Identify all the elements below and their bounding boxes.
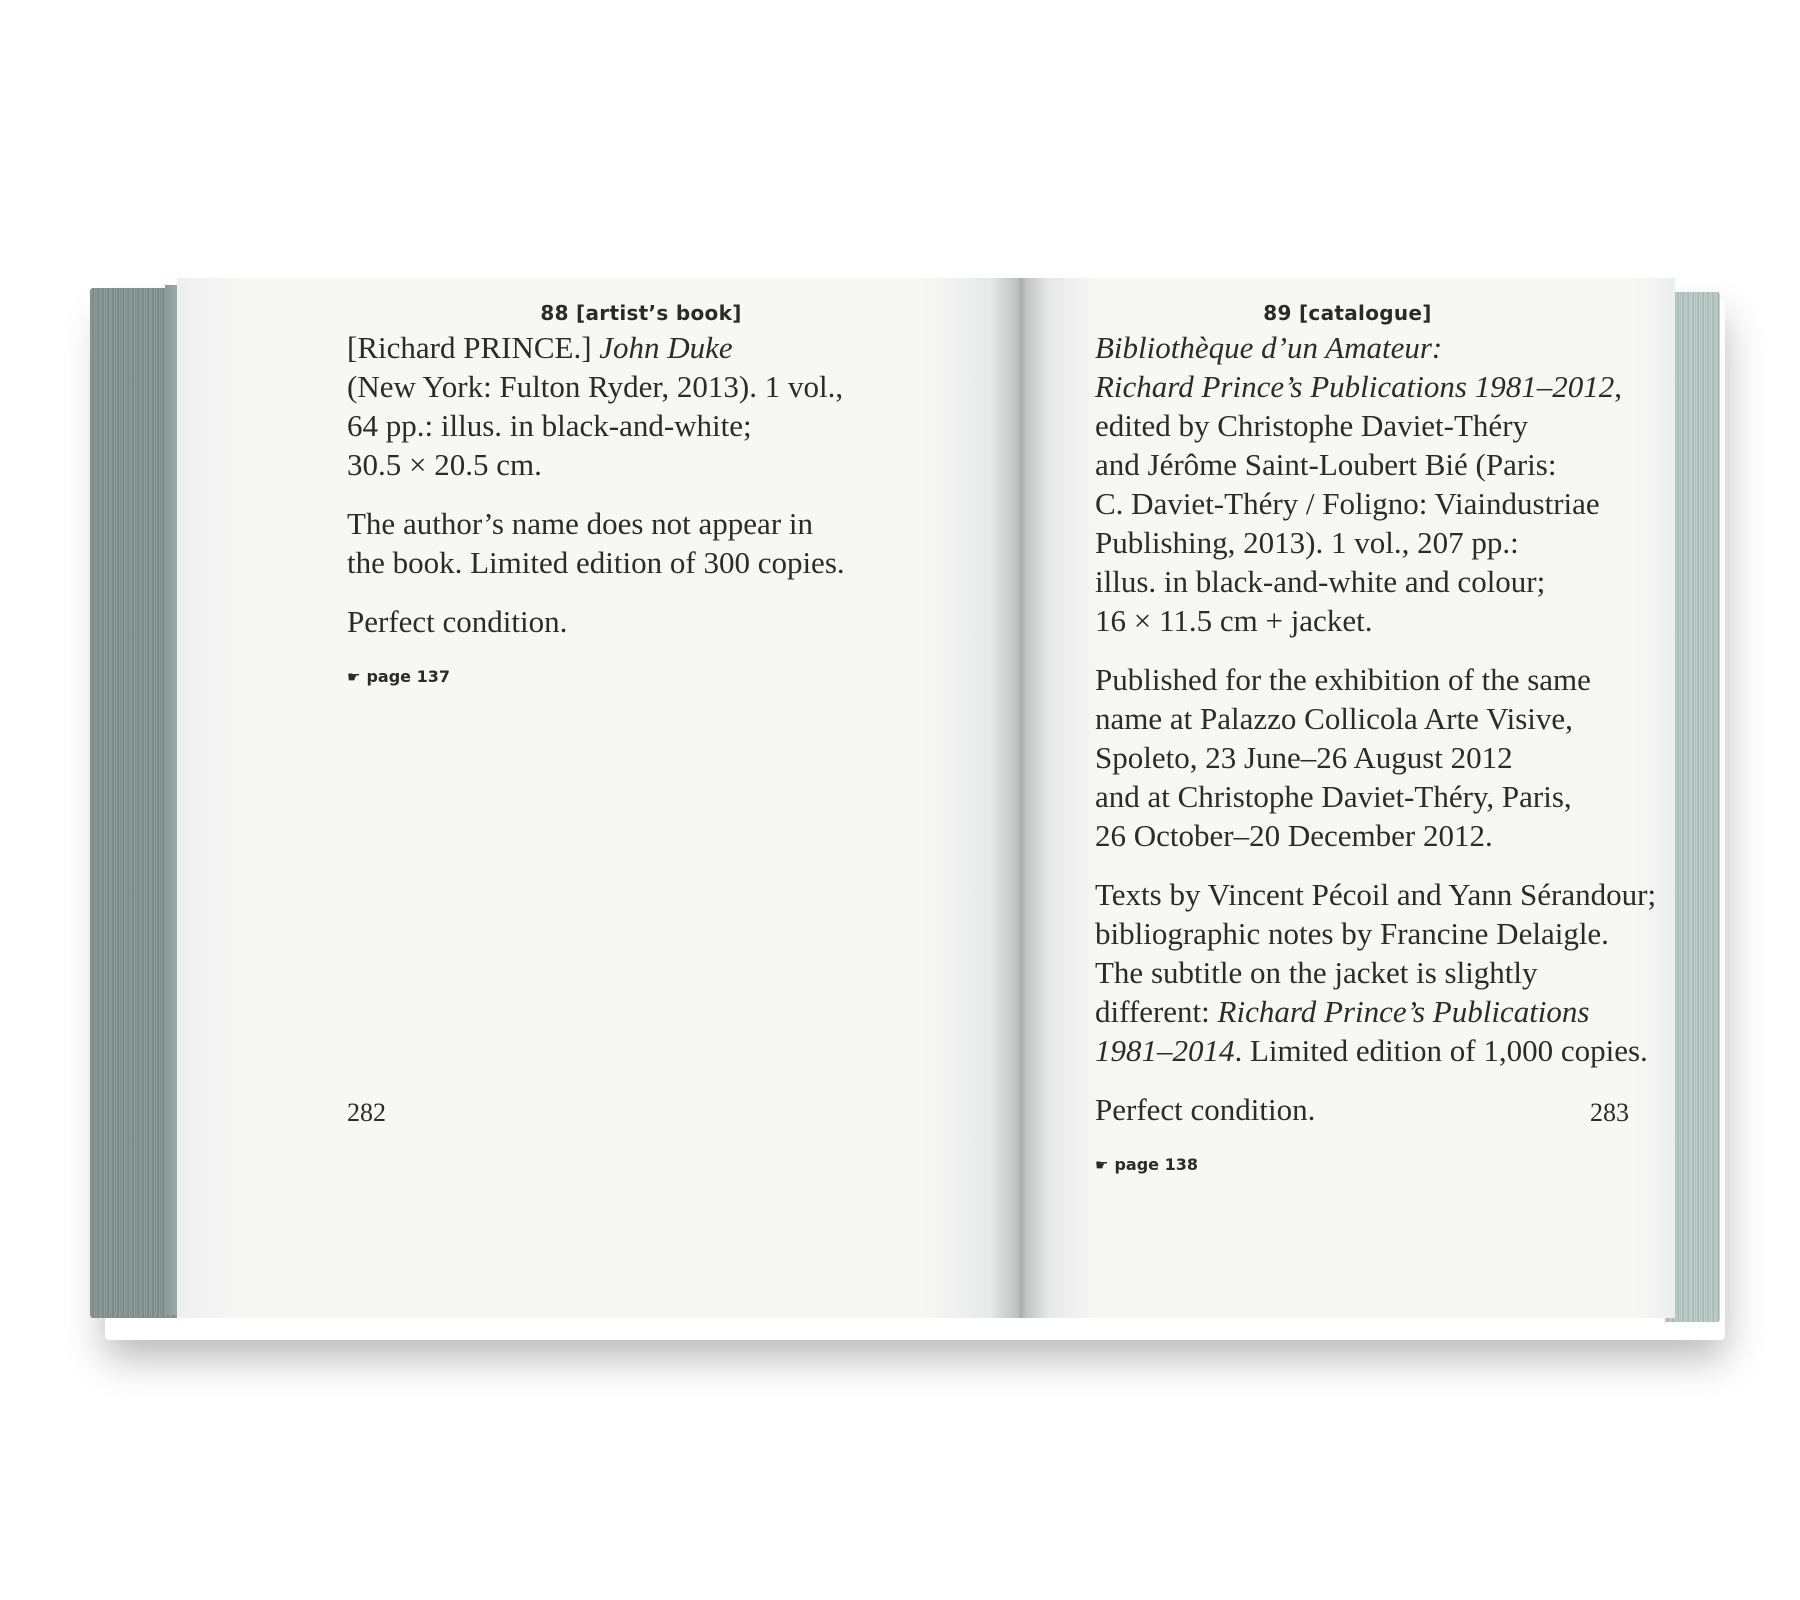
jacket-subtitle: Richard Prince’s Publications: [1217, 994, 1590, 1029]
condition-note: Perfect condition.: [1095, 1092, 1316, 1127]
left-page-header: 88 [artist’s book]: [540, 301, 742, 325]
entry-line: edited by Christophe Daviet-Théry: [1095, 408, 1529, 443]
left-page-body: [347, 328, 967, 697]
note-line: Texts by Vincent Pécoil and Yann Sérandour;: [1095, 877, 1657, 912]
open-book: [85, 270, 1725, 1330]
entry-line: illus. in black-and-white and colour;: [1095, 564, 1546, 599]
bibliographic-entry: Bibliothèque d’un Amateur: Richard Prince’s Publications 1981–2012, edited by Christophe Daviet-Théry and Jérôme Saint-Loubert Bié (Paris: C. Daviet-Théry / Foligno: Viaindustriae Publishing, 2013). 1 vol., 207 pp.: illus. in black-and-white and colour; 16 × 11.5 cm + jacket.: [1095, 328, 1665, 640]
page-reference-label: page 137: [366, 667, 450, 686]
page-reference-label: page 138: [1114, 1155, 1198, 1174]
left-page: [177, 278, 1025, 1318]
pointing-hand-icon: ☛: [347, 668, 361, 686]
entry-author: [Richard PRINCE.]: [347, 330, 600, 365]
entry-line: 16 × 11.5 cm + jacket.: [1095, 603, 1373, 638]
note-line: Spoleto, 23 June–26 August 2012: [1095, 740, 1513, 775]
texts-note: Texts by Vincent Pécoil and Yann Sérandour; bibliographic notes by Francine Delaigle. The subtitle on the jacket is slightly different: Richard Prince’s Publications 1981–2014. Limited edition of 1,000 copies.: [1095, 875, 1665, 1070]
entry-line: 64 pp.: illus. in black-and-white;: [347, 408, 752, 443]
right-page-header: 89 [catalogue]: [1263, 301, 1432, 325]
entry-line: Publishing, 2013). 1 vol., 207 pp.:: [1095, 525, 1519, 560]
condition-note: Perfect condition.: [347, 604, 568, 639]
book-gutter: [990, 278, 1050, 1318]
entry-line: and Jérôme Saint-Loubert Bié (Paris:: [1095, 447, 1557, 482]
note-line: bibliographic notes by Francine Delaigle.: [1095, 916, 1609, 951]
note-line: name at Palazzo Collicola Arte Visive,: [1095, 701, 1573, 736]
entry-title: Bibliothèque d’un Amateur:: [1095, 330, 1443, 365]
right-page-body: [1095, 328, 1665, 1185]
entry-title: John Duke: [599, 330, 733, 365]
entry-note: [347, 504, 967, 582]
note-line: the book. Limited edition of 300 copies.: [347, 545, 845, 580]
entry-line: C. Daviet-Théry / Foligno: Viaindustriae: [1095, 486, 1600, 521]
page-number: 283: [1590, 1098, 1629, 1127]
note-line: and at Christophe Daviet-Théry, Paris,: [1095, 779, 1572, 814]
page-reference: [347, 657, 967, 697]
entry-subtitle: Richard Prince’s Publications 1981–2012: [1095, 369, 1615, 404]
note-line: The subtitle on the jacket is slightly: [1095, 955, 1538, 990]
entry-line: (New York: Fulton Ryder, 2013). 1 vol.,: [347, 369, 844, 404]
page-reference: [1095, 1145, 1665, 1185]
entry-line: 30.5 × 20.5 cm.: [347, 447, 542, 482]
right-page: [1020, 278, 1675, 1318]
page-number: 282: [347, 1098, 386, 1127]
bibliographic-entry: [347, 328, 967, 484]
note-line: Published for the exhibition of the same: [1095, 662, 1591, 697]
jacket-subtitle-years: 1981–2014: [1095, 1033, 1235, 1068]
exhibition-note: [1095, 660, 1665, 855]
note-line: The author’s name does not appear in: [347, 506, 813, 541]
pointing-hand-icon: ☛: [1095, 1156, 1109, 1174]
note-line: 26 October–20 December 2012.: [1095, 818, 1493, 853]
